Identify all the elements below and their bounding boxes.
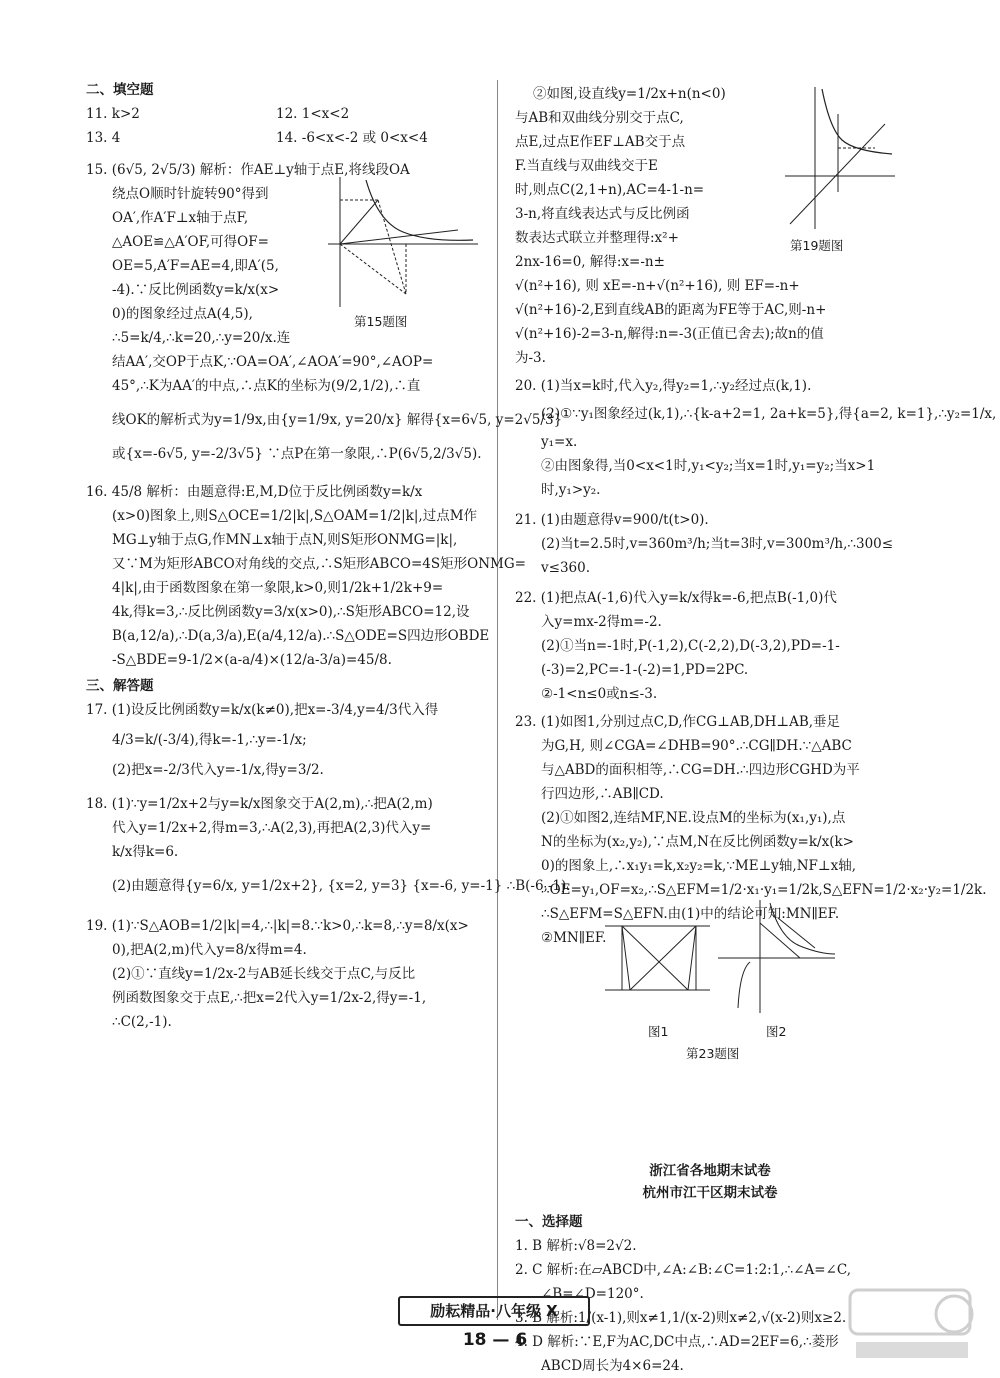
segment-oa-prime (340, 244, 406, 294)
answer-22-line: 入y=mx-2得m=-2. (541, 614, 662, 630)
answer-19-line: ②如图,设直线y=1/2x+n(n<0) (533, 86, 726, 102)
answer-16-line: B(a,12/a),∴D(a,3/a),E(a/4,12/a).∴S△ODE=S四边形OBDE (112, 628, 490, 644)
section-title-choice: 一、选择题 (515, 1214, 583, 1230)
answer-15-line: OA′,作A′F⊥x轴于点F, (112, 210, 249, 226)
answer-19-line: √(n²+16), 则 xE=-n+√(n²+16), 则 EF=-n+ (515, 278, 800, 294)
answer-21-line: (2)当t=2.5时,v=360m³/h;当t=3时,v=300m³/h,∴300≤ (541, 536, 894, 552)
exam-title-province: 浙江省各地期末试卷 (649, 1163, 771, 1179)
answer-16-line: 又∵M为矩形ABCO对角线的交点,∴S矩形ABCO=4S矩形ONMG= (112, 556, 526, 572)
answer-22-line: 22. (1)把点A(-1,6)代入y=k/x得k=-6,把点B(-1,0)代 (515, 590, 837, 606)
answer-11: 11. k>2 (86, 106, 140, 122)
answer-19 (86, 914, 478, 1034)
figure-23-label-2: 图2 (766, 1024, 787, 1039)
section-title-fill-in: 二、填空题 (86, 82, 154, 98)
answer-21-line: v≤360. (541, 560, 590, 576)
section-title-answers: 三、解答题 (86, 678, 154, 694)
answer-19-line: 为-3. (515, 350, 546, 366)
figure-15-caption: 第15题图 (354, 314, 408, 329)
figure-19-graph (780, 84, 900, 234)
figure-23-graphs (600, 898, 840, 1018)
answers-row-13-14 (86, 126, 478, 150)
answer-15-line: -4).∵反比例函数y=k/x(x> (112, 282, 280, 298)
column-divider (497, 80, 498, 1320)
right-column (515, 78, 997, 1378)
segment-da (630, 926, 696, 990)
page-number: 18 — 6 (462, 1330, 528, 1350)
answer-23-line: 23. (1)如图1,分别过点C,D,作CG⊥AB,DH⊥AB,垂足 (515, 714, 841, 730)
answer-19-line: 数表达式联立并整理得:x²+ (515, 230, 679, 246)
hyperbola-branch-3 (738, 962, 750, 1008)
answer-19-line: (2)①∵直线y=1/2x-2与AB延长线交于点C,与反比 (112, 966, 416, 982)
answer-23-line: 0)的图象上,∴x₁y₁=k,x₂y₂=k,∵ME⊥y轴,NF⊥x轴, (541, 858, 857, 874)
answer-19-line: 与AB和双曲线分别交于点C, (515, 110, 684, 126)
answer-19-line: 0),把A(2,m)代入y=8/x得m=4. (112, 942, 307, 958)
answer-16-line: MG⊥y轴于点G,作MN⊥x轴于点N,则S矩形ONMG=|k|, (112, 532, 458, 548)
answer-19-line: F.当直线与双曲线交于E (515, 158, 658, 174)
answer-20-line: ②由图象得,当0<x<1时,y₁<y₂;当x=1时,y₁=y₂;当x>1 (541, 458, 876, 474)
answer-22-line: ②-1<n≤0或n≤-3. (541, 686, 658, 702)
answer-17 (86, 698, 478, 782)
answer-15-line: 0)的图象经过点A(4,5), (112, 306, 253, 322)
answer-21 (515, 508, 905, 580)
answer-15-line: 15. (6√5, 2√5/3) 解析：作AE⊥y轴于点E,将线段OA (86, 162, 410, 178)
choice-answer-line: 4. D 解析:∵E,F为AC,DC中点,∴AD=2EF=6,∴菱形 (515, 1334, 839, 1350)
answer-21-line: 21. (1)由题意得v=900/t(t>0). (515, 512, 709, 528)
answer-15-line: OE=5,A′F=AE=4,即A′(5, (112, 258, 279, 274)
answer-19-line: 19. (1)∵S△AOB=1/2|k|=4,∴|k|=8.∵k>0,∴k=8,∴y=8/x(x> (86, 918, 469, 934)
answer-23-line: ∴OE=y₁,OF=x₂,∴S△EFM=1/2·x₁·y₁=1/2k,S△EFN=1/2·x₂·y₂=1/2k. (541, 882, 987, 898)
answer-17-line: (2)把x=-2/3代入y=-1/x,得y=3/2. (112, 762, 324, 778)
answer-19-line: 2nx-16=0, 解得:x=-n± (515, 254, 665, 270)
answer-16-line: 16. 45/8 解析：由题意得:E,M,D位于反比例函数y=k/x (86, 484, 423, 500)
choice-answer-line: 2. C 解析:在▱ABCD中,∠A:∠B:∠C=1:2:1,∴∠A=∠C, (515, 1262, 851, 1278)
answer-23-line: 行四边形,∴AB∥CD. (541, 786, 664, 802)
answer-18-line: (2)由题意得{y=6/x, y=1/2x+2}, {x=2, y=3} {x=-6, y=-1} ∴B(-6,-1). (112, 878, 571, 894)
answer-15-line: 线OK的解析式为y=1/9x,由{y=1/9x, y=20/x} 解得{x=6√5, y=2√5/3} (112, 412, 563, 428)
footer-brand: 励耘精品·八年级 X (398, 1296, 590, 1326)
answer-17-line: 4/3=k/(-3/4),得k=-1,∴y=-1/x; (112, 732, 307, 748)
answer-15-line: △AOE≌△A′OF,可得OF= (112, 234, 269, 250)
answer-19-line: 3-n,将直线表达式与反比例函 (515, 206, 690, 222)
answer-19-line: 例函数图象交于点E,∴把x=2代入y=1/2x-2,得y=-1, (112, 990, 427, 1006)
answer-15-line: 绕点O顺时针旋转90°得到 (112, 186, 269, 202)
answer-22-line: (2)①当n=-1时,P(-1,2),C(-2,2),D(-3,2),PD=-1- (541, 638, 840, 654)
answer-20 (515, 374, 997, 502)
answer-22 (515, 586, 905, 706)
answer-19-line: 时,则点C(2,1+n),AC=4-1-n= (515, 182, 705, 198)
answer-18-line: 代入y=1/2x+2,得m=3,∴A(2,3),再把A(2,3)代入y= (112, 820, 432, 836)
figure-23-label-1: 图1 (648, 1024, 669, 1039)
choice-answer-line: ABCD周长为4×6=24. (541, 1358, 684, 1374)
answer-16-line: -S△BDE=9-1/2×(a-a/4)×(12/a-3/a)=45/8. (112, 652, 392, 668)
answer-23-line: ∴S△EFM=S△EFN.由(1)中的结论可知:MN∥EF. (541, 906, 840, 922)
answer-18-line: 18. (1)∵y=1/2x+2与y=k/x图象交于A(2,m),∴把A(2,m) (86, 796, 433, 812)
segment-cb (622, 926, 688, 990)
answer-15-line: ∴5=k/4,∴k=20,∴y=20/x.连 (112, 330, 291, 346)
answer-23-line: 与△ABD的面积相等,∴CG=DH.∴四边形CGHD为平 (541, 762, 860, 778)
answer-18 (86, 792, 571, 898)
figure-19-caption: 第19题图 (790, 238, 844, 253)
answer-16 (86, 480, 526, 672)
choice-answer-line: 3. B 解析:1/(x-1),则x≠1,1/(x-2)则x≠2,√(x-2)则x≥2. (515, 1310, 847, 1326)
answer-16-line: 4|k|,由于函数图象在第一象限,k>0,则1/2k+1/2k+9= (112, 580, 444, 596)
answer-19-line: 点E,过点E作EF⊥AB交于点 (515, 134, 686, 150)
answer-23-line: 为G,H, 则∠CGA=∠DHB=90°.∴CG∥DH.∵△ABC (541, 738, 852, 754)
answer-15-line: 或{x=-6√5, y=-2/3√5} ∵点P在第一象限,∴P(6√5,2/3√5). (112, 446, 482, 462)
hyperbola-branch-1 (770, 903, 835, 954)
segment-db (688, 926, 696, 990)
exam-title-district: 杭州市江干区期末试卷 (642, 1185, 778, 1201)
answer-15-line: 结AA′,交OP于点K,∵OA=OA′,∠AOA′=90°,∠AOP= (112, 354, 434, 370)
answers-row-11-12 (86, 102, 478, 126)
answer-13: 13. 4 (86, 130, 121, 146)
figure-23-caption: 第23题图 (686, 1046, 740, 1061)
answer-15-line: 45°,∴K为AA′的中点,∴点K的坐标为(9/2,1/2),∴直 (112, 378, 421, 394)
hyperbola-curve (366, 180, 473, 240)
answer-19-line: √(n²+16)-2,E到直线AB的距离为FE等于AC,则-n+ (515, 302, 827, 318)
answer-14: 14. -6<x<-2 或 0<x<4 (276, 130, 428, 146)
answer-16-line: (x>0)图象上,则S△OCE=1/2|k|,S△OAM=1/2|k|,过点M作 (112, 508, 478, 524)
segment-op (340, 230, 458, 244)
answer-19-line: ∴C(2,-1). (112, 1014, 172, 1030)
answer-20-line: 时,y₁>y₂. (541, 482, 601, 498)
segment-ca (622, 926, 630, 990)
figure-15-graph (318, 172, 488, 312)
answer-12: 12. 1<x<2 (276, 106, 350, 122)
segment-oa (340, 200, 378, 244)
answer-20-line: 20. (1)当x=k时,代入y₂,得y₂=1,∴y₂经过点(k,1). (515, 378, 812, 394)
choice-answer-line: ∠B=∠D=120°. (541, 1286, 644, 1302)
watermark-logo (846, 1284, 976, 1364)
answer-19-line: √(n²+16)-2=3-n,解得:n=-3(正值已舍去);故n的值 (515, 326, 824, 342)
choice-answer-line: 1. B 解析:√8=2√2. (515, 1238, 637, 1254)
answer-20-line: (2)①∵y₁图象经过(k,1),∴{k-a+2=1, 2a+k=5},得{a=2, k=1},∴y₂=1/x, (541, 406, 997, 422)
hyperbola-curve (822, 89, 892, 154)
answer-20-line: y₁=x. (541, 434, 578, 450)
answer-23-line: (2)①如图2,连结MF,NE.设点M的坐标为(x₁,y₁),点 (541, 810, 846, 826)
answer-23-line: ②MN∥EF. (541, 930, 607, 946)
watermark-icon (846, 1284, 976, 1364)
answer-22-line: (-3)=2,PC=-1-(-2)=1,PD=2PC. (541, 662, 749, 678)
segment-aa-prime (378, 200, 406, 294)
answer-17-line: 17. (1)设反比例函数y=k/x(k≠0),把x=-3/4,y=4/3代入得 (86, 702, 439, 718)
answer-16-line: 4k,得k=3,∴反比例函数y=3/x(x>0),∴S矩形ABCO=12,设 (112, 604, 470, 620)
answer-23-line: N的坐标为(x₂,y₂),∵点M,N在反比例函数y=k/x(k> (541, 834, 854, 850)
answer-18-line: k/x得k=6. (112, 844, 179, 860)
